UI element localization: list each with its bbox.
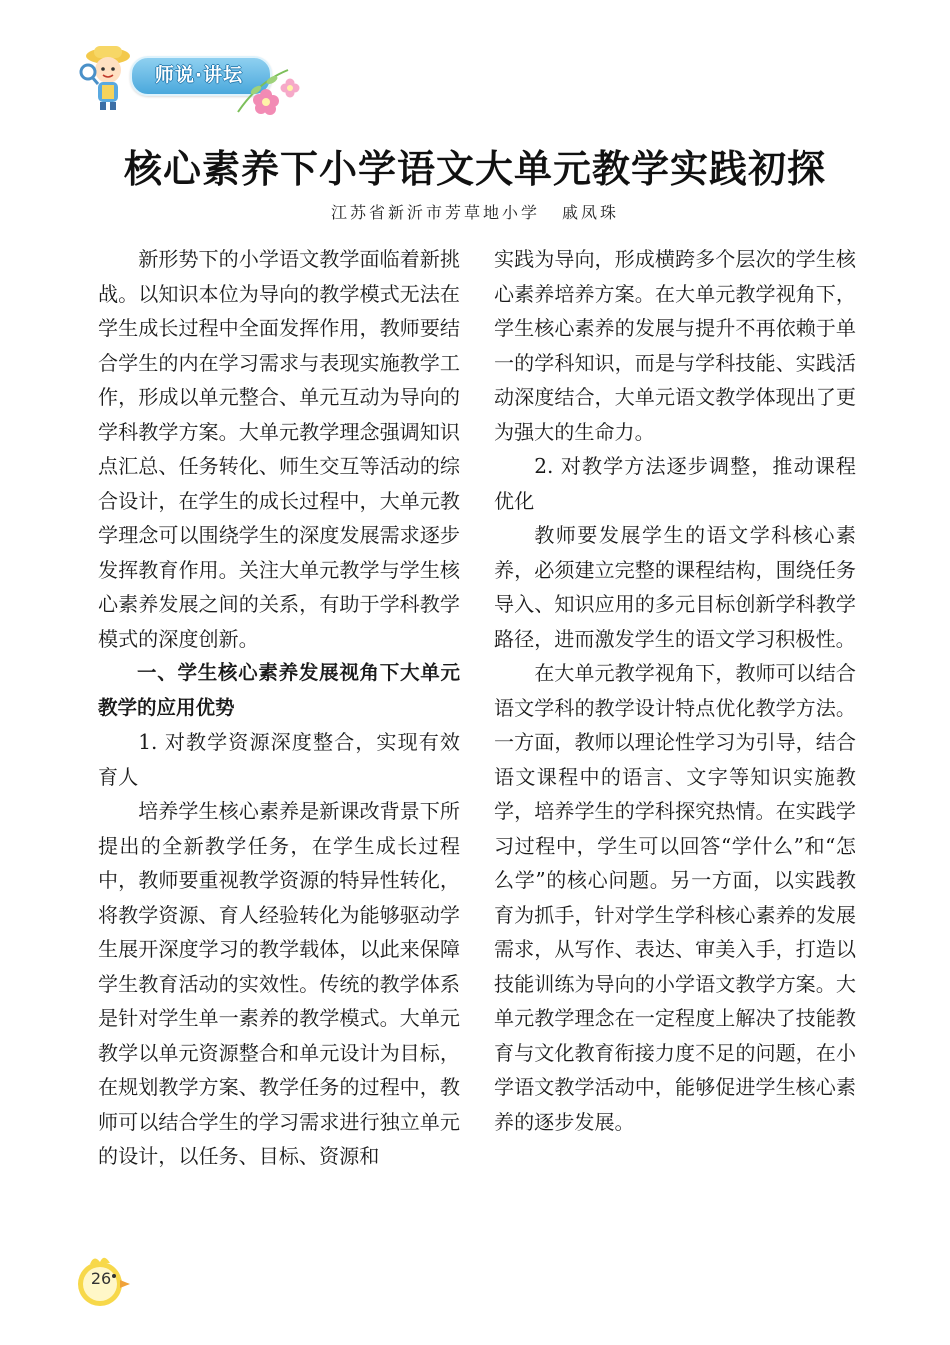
subsection-heading: 2. 对教学方法逐步调整，推动课程优化	[494, 454, 856, 513]
mascot-explorer-icon	[78, 42, 138, 112]
article-title: 核心素养下小学语文大单元教学实践初探	[123, 147, 826, 191]
body-paragraph: 教师要发展学生的语文学科核心素养，必须建立完整的课程结构，围绕任务导入、知识应用的多元目标创新学科教学路径，进而激发学生的语文学习积极性。	[494, 523, 856, 651]
subsection-heading: 1. 对教学资源深度整合，实现有效育人	[98, 730, 460, 789]
author-name: 戚凤珠	[562, 203, 620, 222]
body-paragraph: 在大单元教学视角下，教师可以结合语文学科的教学设计特点优化教学方法。一方面，教师以理论性学习为引导，结合语文课程中的语言、文字等知识实施教学，培养学生的学科探究热情。在实践学习过程中，学生可以回答“学什么”和“怎么学”的核心问题。另一方面，以实践教育为抓手，针对学生学科核心素养的发展需求，从写作、表达、审美入手，打造以技能训练为导向的小学语文教学方案。大单元教学理念在一定程度上解决了技能教育与文化教育衔接力度不足的问题，在小学语文教学活动中，能够促进学生核心素养的逐步发展。	[494, 661, 856, 1134]
intro-paragraph: 新形势下的小学语文教学面临着新挑战。以知识本位为导向的教学模式无法在学生成长过程中全面发挥作用，教师要结合学生的内在学习需求与表现实施教学工作，形成以单元整合、单元互动为导向的学科教学方案。大单元教学理念强调知识点汇总、任务转化、师生交互等活动的综合设计，在学生的成长过程中，大单元教学理念可以围绕学生的深度发展需求逐步发挥教育作用。关注大单元教学与学生核心素养发展之间的关系，有助于学科教学模式的深度创新。	[98, 247, 460, 651]
section-header-badge	[78, 42, 308, 112]
section-heading: 一、学生核心素养发展视角下大单元教学的应用优势	[98, 661, 460, 719]
page-number: 26	[90, 1269, 112, 1288]
section-label: 师说·讲坛	[154, 64, 244, 86]
flower-decoration-icon	[228, 62, 308, 117]
article-byline	[0, 200, 950, 223]
body-paragraph-continued: 实践为导向，形成横跨多个层次的学生核心素养培养方案。在大单元教学视角下，学生核心素养的发展与提升不再依赖于单一的学科知识，而是与学科技能、实践活动深度结合，大单元语文教学体现出了更为强大的生命力。	[494, 247, 856, 444]
author-affiliation: 江苏省新沂市芳草地小学	[330, 203, 540, 222]
right-column	[494, 242, 856, 1139]
left-column	[98, 242, 460, 1174]
body-paragraph: 培养学生核心素养是新课改背景下所提出的全新教学任务，在学生成长过程中，教师要重视教学资源的特异性转化，将教学资源、育人经验转化为能够驱动学生展开深度学习的教学载体，以此来保障学生教育活动的实效性。传统的教学体系是针对学生单一素养的教学模式。大单元教学以单元资源整合和单元设计为目标，在规划教学方案、教学任务的过程中，教师可以结合学生的学习需求进行独立单元的设计，以任务、目标、资源和	[98, 799, 460, 1168]
